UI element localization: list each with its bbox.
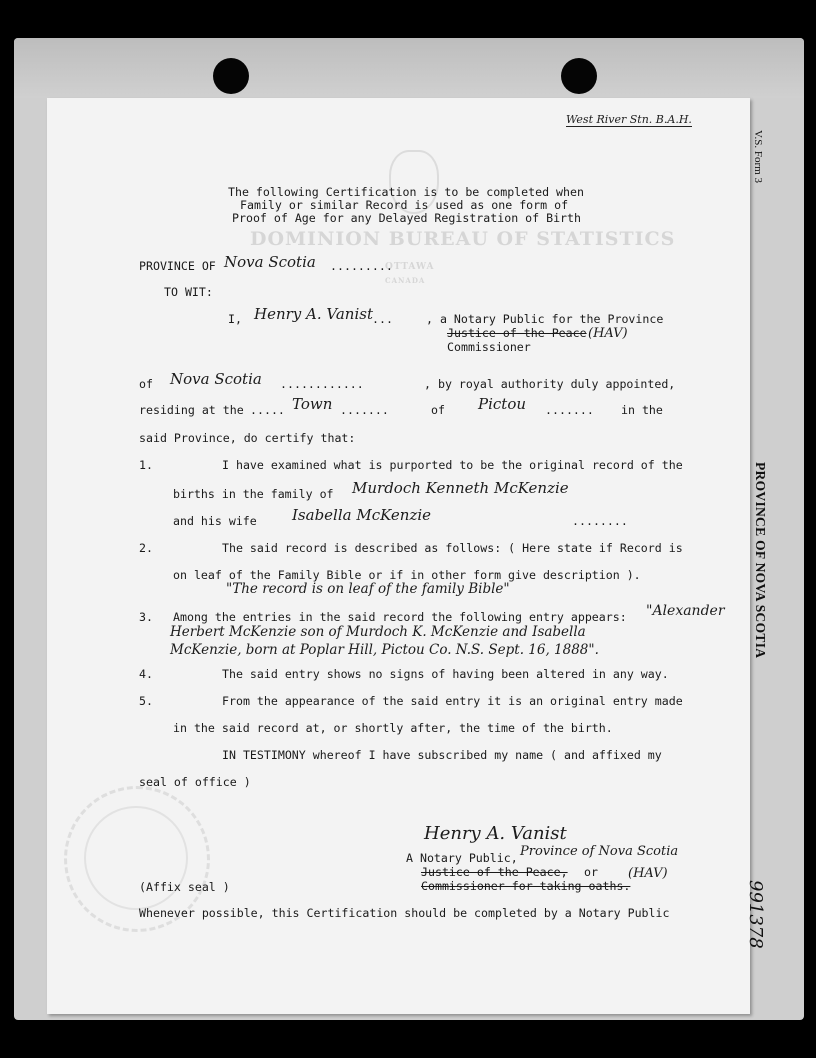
watermark-title: DOMINION BUREAU OF STATISTICS	[250, 228, 676, 250]
item-5-number: 5.	[139, 694, 153, 708]
item-2-text: The said record is described as follows: ( Here state if Record is	[222, 541, 683, 555]
header-line-2: Family or similar Record is used as one form of	[240, 198, 569, 212]
signature: Henry A. Vanist	[424, 823, 567, 844]
province-banner	[752, 462, 792, 662]
testimony-text: IN TESTIMONY whereof I have subscribed my name ( and affixed my	[222, 748, 662, 762]
item-5-text-2: in the said record at, or shortly after, the time of the birth.	[173, 721, 613, 735]
to-wit-label: TO WIT:	[164, 285, 213, 299]
item-5-text: From the appearance of the said entry it is an original entry made	[222, 694, 683, 708]
item-2-text-2: on leaf of the Family Bible or if in other form give description ).	[173, 568, 641, 582]
notary-line: , a Notary Public for the Province	[426, 312, 664, 326]
entry-line-3: McKenzie, born at Poplar Hill, Pictou Co. N.S. Sept. 16, 1888".	[170, 642, 599, 658]
initials: (HAV)	[588, 326, 628, 341]
i-label: I,	[228, 312, 242, 326]
watermark-country: CANADA	[385, 276, 426, 285]
signature-justice: Justice of the Peace,	[421, 865, 568, 879]
signature-initials: (HAV)	[628, 866, 668, 881]
file-number	[745, 880, 792, 970]
royal-authority: , by royal authority duly appointed,	[424, 377, 676, 391]
of2-label: of	[431, 403, 445, 417]
header-line-3: Proof of Age for any Delayed Registration of Birth	[232, 211, 582, 225]
province-value: Nova Scotia	[224, 253, 316, 271]
corner-note: West River Stn. B.A.H.	[566, 113, 692, 126]
file-number-text: 991378	[745, 880, 766, 949]
entry-line-1: "Alexander	[646, 603, 725, 619]
commissioner-line: Commissioner	[447, 340, 531, 354]
of2-value: Pictou	[478, 395, 527, 413]
signature-notary: A Notary Public,	[406, 851, 518, 865]
wife-name: Isabella McKenzie	[292, 506, 432, 524]
births-label: births in the family of	[173, 487, 334, 501]
form-number	[752, 130, 792, 210]
entry-line-2: Herbert McKenzie son of Murdoch K. McKenzie and Isabella	[170, 624, 586, 640]
item-4-text: The said entry shows no signs of having been altered in any way.	[222, 667, 669, 681]
residing-value: Town	[292, 395, 333, 413]
of-value: Nova Scotia	[170, 370, 262, 388]
item-4-number: 4.	[139, 667, 153, 681]
province-banner-text: PROVINCE OF NOVA SCOTIA	[753, 462, 768, 659]
father-name: Murdoch Kenneth McKenzie	[352, 479, 569, 497]
record-description: "The record is on leaf of the family Bible"	[226, 581, 510, 597]
watermark-city: OTTAWA	[385, 262, 435, 272]
item-3-number: 3.	[139, 610, 153, 624]
item-2-number: 2.	[139, 541, 153, 555]
signature-commissioner: Commissioner for taking oaths.	[421, 879, 631, 893]
justice-line: Justice of the Peace	[447, 326, 587, 340]
punch-hole-left	[213, 58, 249, 94]
of-label: of	[139, 377, 153, 391]
said-province: said Province, do certify that:	[139, 431, 356, 445]
signature-or: or	[584, 865, 598, 879]
signature-province: Province of Nova Scotia	[520, 844, 679, 859]
item-3-text: Among the entries in the said record the following entry appears:	[173, 610, 627, 624]
item-1-number: 1.	[139, 458, 153, 472]
residing-label: residing at the	[139, 403, 244, 417]
province-label: PROVINCE OF	[139, 259, 216, 273]
wife-label: and his wife	[173, 514, 257, 528]
in-the-label: in the	[621, 403, 663, 417]
punch-hole-right	[561, 58, 597, 94]
seal-of-office: seal of office )	[139, 775, 251, 789]
item-1-text: I have examined what is purported to be the original record of the	[222, 458, 683, 472]
declarant-name: Henry A. Vanist	[254, 305, 373, 323]
footer-note: Whenever possible, this Certification should be completed by a Notary Public	[139, 906, 670, 920]
header-line-1: The following Certification is to be completed when	[228, 185, 584, 199]
affix-seal-label: (Affix seal )	[139, 880, 230, 894]
form-number-text: V.S. Form 3	[752, 130, 764, 183]
embossed-seal-inner	[84, 806, 188, 910]
backing-board-top	[14, 38, 804, 98]
